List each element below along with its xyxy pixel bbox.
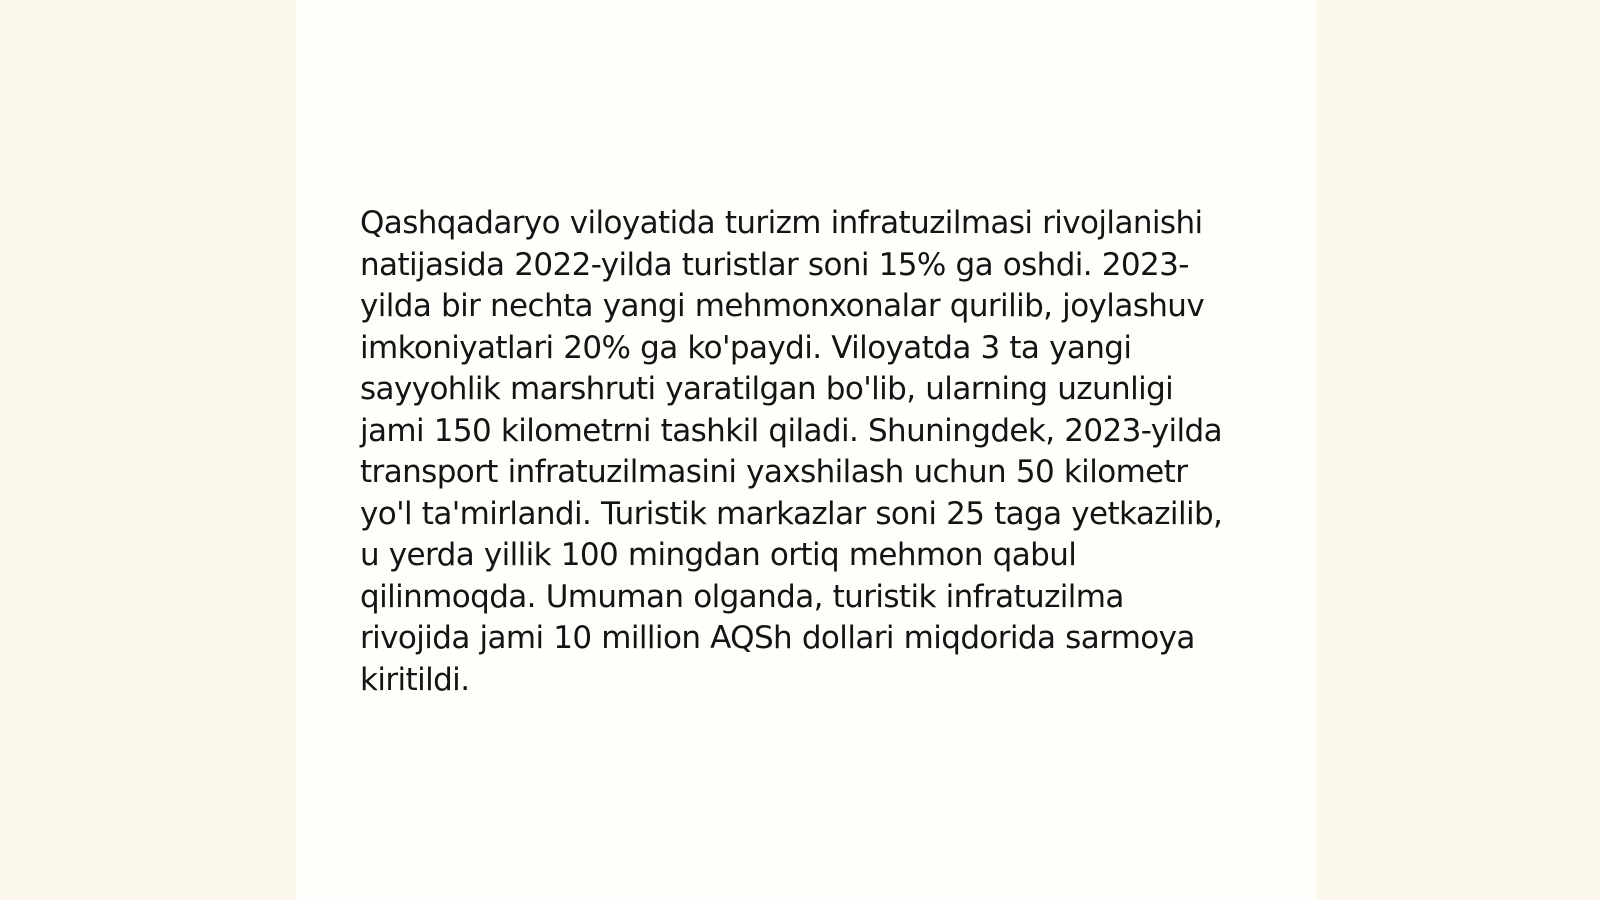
left-margin — [0, 0, 296, 900]
document-page — [296, 0, 1316, 900]
body-paragraph: Qashqadaryo viloyatida turizm infratuzilmasi rivojlanishi natijasida 2022-yilda turistlar soni 15% ga oshdi. 2023-yilda bir nechta yangi mehmonxonalar qurilib, joylashuv imkoniyatlari 20% ga ko'paydi. Viloyatda 3 ta yangi sayyohlik marshruti yaratilgan bo'lib, ularning uzunligi jami 150 kilometrni tashkil qiladi. Shuningdek, 2023-yilda transport infratuzilmasini yaxshilash uchun 50 kilometr yo'l ta'mirlandi. Turistik markazlar soni 25 taga yetkazilib, u yerda yillik 100 mingdan ortiq mehmon qabul qilinmoqda. Umuman olganda, turistik infratuzilma rivojida jami 10 million AQSh dollari miqdorida sarmoya kiritildi. — [360, 205, 1223, 698]
right-margin — [1316, 0, 1600, 900]
